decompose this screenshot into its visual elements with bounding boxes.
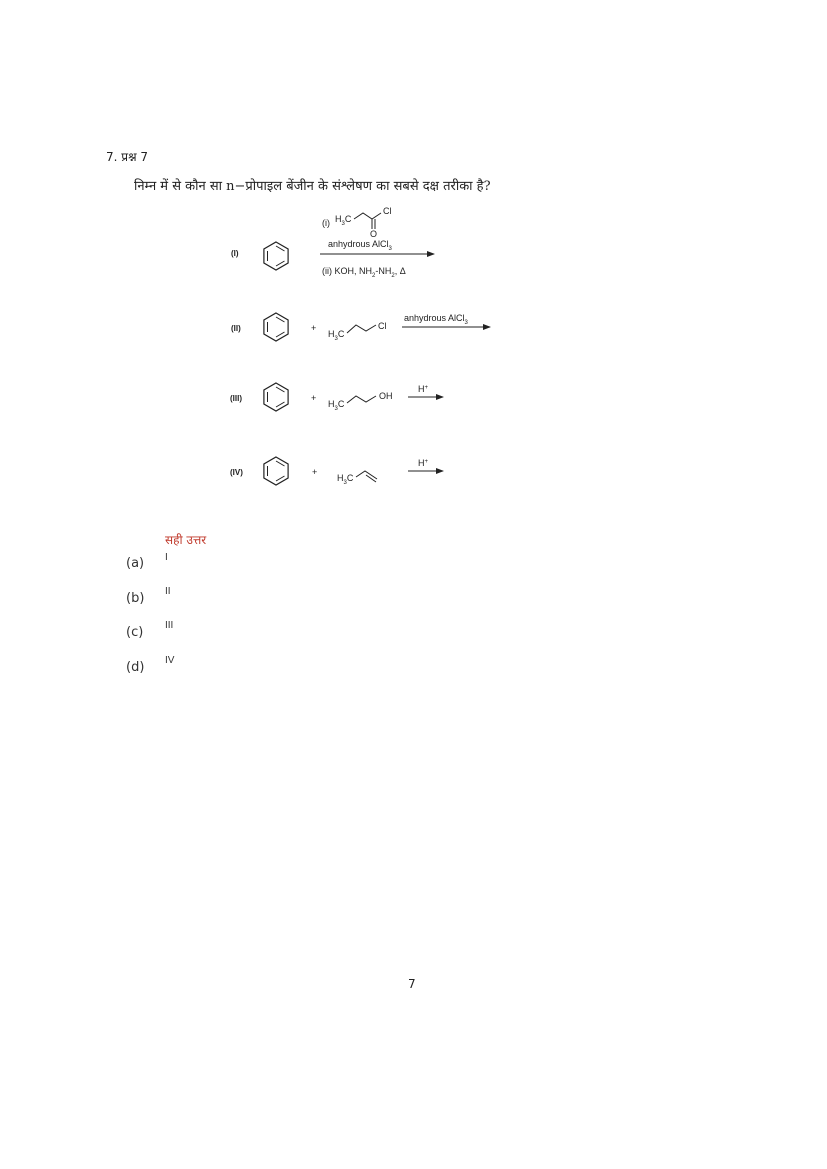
acyl-chain-bonds — [354, 213, 381, 219]
reaction-2-label: (II) — [231, 324, 241, 333]
reaction-4-label: (IV) — [230, 468, 243, 477]
reagent-3-text: H+ — [418, 384, 429, 394]
reagent-4-text: H+ — [418, 458, 429, 468]
option-a-value: I — [165, 552, 168, 563]
benzene-ring-1 — [264, 242, 288, 270]
acyl-h3c: $H_3C$ — [335, 214, 352, 227]
correct-answer-label: सही उत्तर — [165, 533, 207, 547]
reaction-3-label: (III) — [230, 394, 242, 403]
option-a-key: (a) — [126, 556, 145, 571]
chloride-h3c: $H_3C$ — [328, 329, 345, 342]
propanol-bonds — [347, 396, 376, 403]
option-b-value: II — [165, 586, 171, 597]
question-title: प्रश्न 7 — [121, 150, 149, 164]
plus-sign-4: + — [312, 467, 318, 477]
propene-h3c: $H_3C$ — [337, 473, 354, 486]
option-d-value: IV — [165, 655, 175, 666]
question-text: निम्न में से कौन सा n−प्रोपाइल बेंजीन के संश्लेषण का सबसे दक्ष तरीका है? — [134, 179, 491, 194]
reagent-1-step2: (ii) KOH, $NH_2-NH_2$, Δ — [322, 266, 406, 279]
plus-sign-3: + — [311, 393, 317, 403]
option-b-key: (b) — [126, 591, 145, 606]
benzene-ring-4 — [264, 457, 288, 485]
acyl-chlorine: Cl — [383, 206, 392, 216]
reaction-1-label: (I) — [231, 249, 239, 258]
option-d-key: (d) — [126, 660, 145, 675]
chloride-cl: Cl — [378, 321, 387, 331]
step-1-marker: (i) — [322, 218, 330, 228]
option-c-value: III — [165, 620, 174, 631]
question-number: 7. — [106, 150, 118, 164]
reaction-scheme — [0, 0, 827, 520]
propyl-chloride-bonds — [347, 325, 376, 333]
propanol-h3c: $H_3C$ — [328, 399, 345, 412]
reagent-1-text: anhydrous AlCl$_3$ — [328, 239, 392, 252]
option-c-key: (c) — [126, 625, 144, 640]
benzene-ring-3 — [264, 383, 288, 411]
propanol-oh: OH — [379, 391, 393, 401]
reagent-2-text: anhydrous AlCl$_3$ — [404, 313, 468, 326]
benzene-ring-2 — [264, 313, 288, 341]
plus-sign-2: + — [311, 323, 317, 333]
acyl-oxygen: O — [370, 229, 378, 239]
page-number: 7 — [408, 977, 416, 991]
